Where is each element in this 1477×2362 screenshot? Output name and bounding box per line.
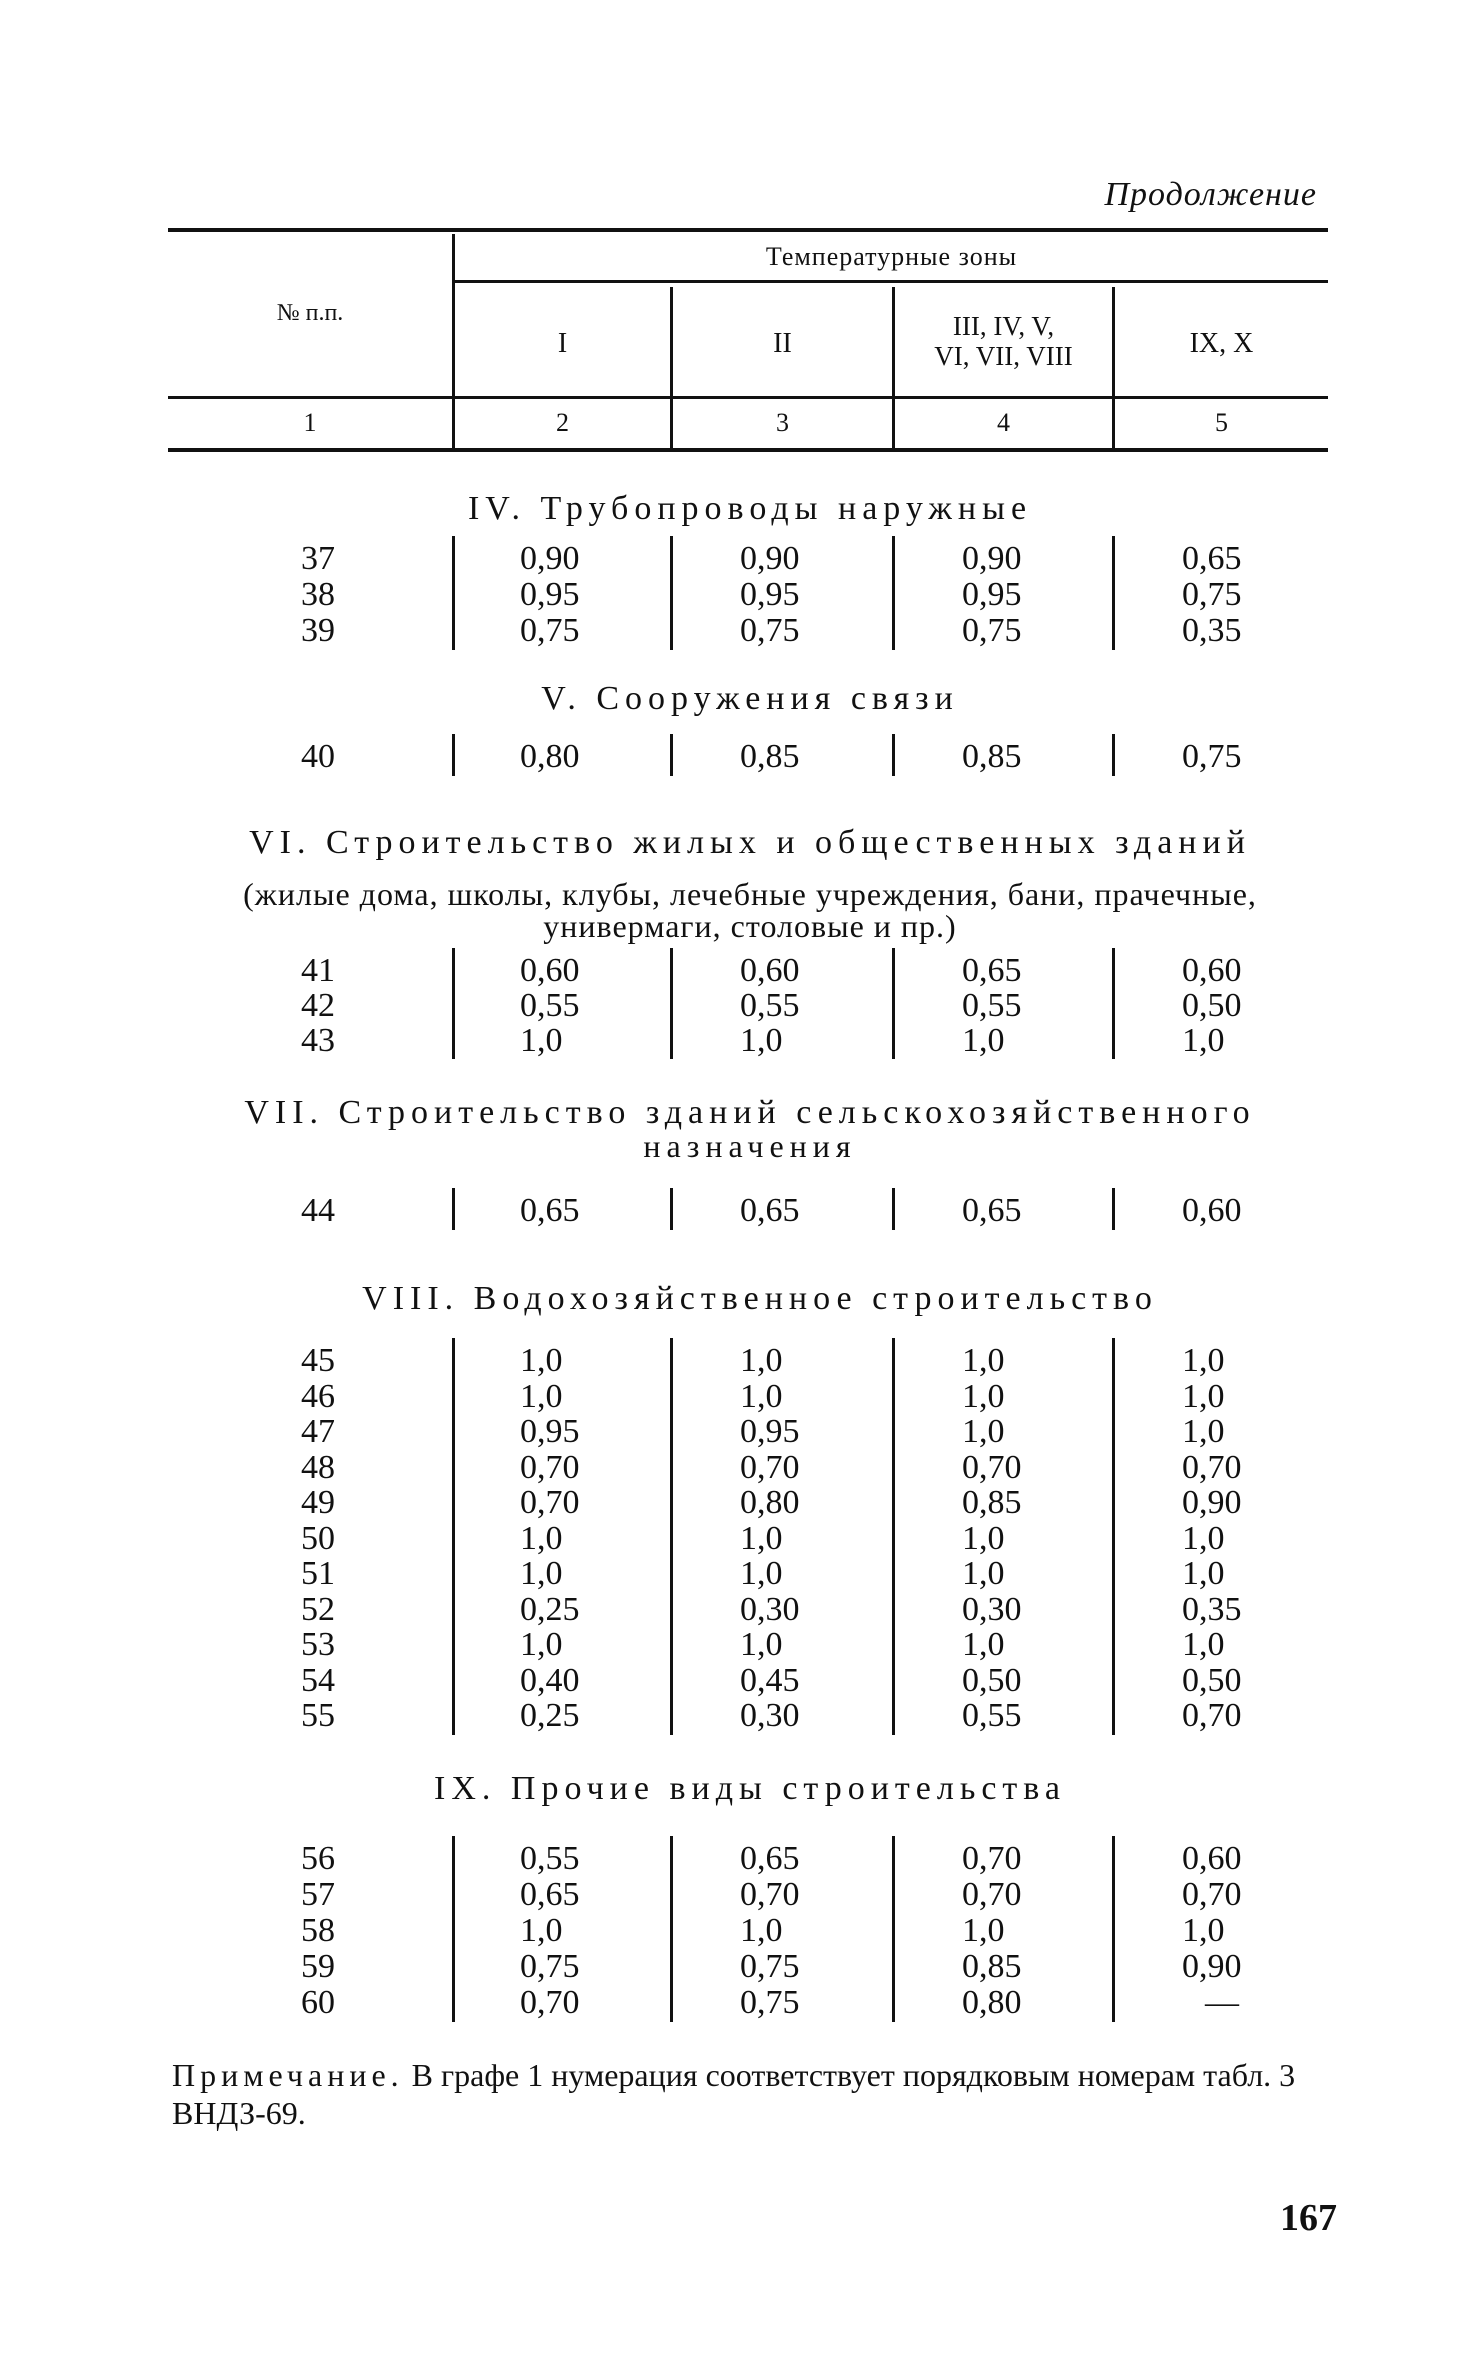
zone-2-value: 0,60 (740, 952, 800, 989)
row-number: 43 (301, 1022, 335, 1059)
zone-4-header: IX, X (1189, 328, 1254, 359)
table-row (0, 576, 1477, 612)
zone-1-value: 0,90 (520, 540, 580, 577)
zone-2-value: 0,85 (740, 738, 800, 775)
zone-1-value: 1,0 (520, 1377, 563, 1415)
table-row (0, 1840, 1477, 1876)
table-row (0, 1626, 1477, 1662)
table-row (0, 1022, 1477, 1058)
zone-4-value: 0,35 (1182, 1590, 1242, 1628)
zone-3-value: 0,80 (962, 1984, 1022, 2021)
table-row (0, 1876, 1477, 1912)
zone-1-value: 0,70 (520, 1448, 580, 1486)
column-divider-4 (1112, 948, 1115, 1059)
zone-2-value: 1,0 (740, 1377, 783, 1415)
row-number: 45 (301, 1342, 335, 1379)
header-mid-rule (168, 396, 1328, 399)
table-row (0, 1378, 1477, 1414)
zone-2-value: 0,75 (740, 1948, 800, 1985)
column-divider-3 (892, 1188, 895, 1230)
row-number: 37 (301, 540, 335, 577)
zone-1-value: 0,25 (520, 1697, 580, 1734)
zone-1-value: 1,0 (520, 1342, 563, 1379)
row-number: 42 (301, 987, 335, 1024)
zone-4-value: 0,70 (1182, 1448, 1242, 1486)
zone-2-value: 0,90 (740, 540, 800, 577)
colnum-3: 3 (776, 408, 789, 437)
zone-2-value: 1,0 (740, 1912, 783, 1949)
section-vii-title-2: назначения (643, 1128, 857, 1164)
zone-1-value: 1,0 (520, 1519, 563, 1557)
zone-4-value: 0,60 (1182, 1192, 1242, 1229)
zone-2-value: 1,0 (740, 1022, 783, 1059)
zone-4-value: 1,0 (1182, 1377, 1225, 1415)
zone-4-value: 0,90 (1182, 1948, 1242, 1985)
colnum-5: 5 (1215, 408, 1228, 437)
zone-1-value: 0,25 (520, 1590, 580, 1628)
column-divider-3 (892, 734, 895, 776)
zone-2-value: 0,95 (740, 1413, 800, 1450)
zone-3-value: 0,50 (962, 1661, 1022, 1699)
zone-1-header: I (557, 328, 568, 359)
zone-2-value: 0,70 (740, 1448, 800, 1486)
column-divider-2 (670, 536, 673, 650)
zone-3-value: 1,0 (962, 1555, 1005, 1592)
section-v-title: V. Сооружения связи (541, 680, 959, 717)
zone-1-value: 1,0 (520, 1022, 563, 1059)
footnote-text: В графе 1 нумерация соответствует порядковым номерам табл. 3 ВНДЗ-69. (172, 2057, 1296, 2131)
column-divider-1 (452, 536, 455, 650)
column-divider-2 (670, 948, 673, 1059)
table-row (0, 1484, 1477, 1520)
section-vi-subtitle-1: (жилые дома, школы, клубы, лечебные учреждения, бани, прачечные, (243, 876, 1257, 912)
zone-2-value: 0,80 (740, 1484, 800, 1521)
zone-1-value: 0,40 (520, 1661, 580, 1699)
column-divider-3 (892, 1836, 895, 2022)
table-row (0, 540, 1477, 576)
section-vii-rows (0, 1192, 1477, 1238)
column-divider-1 (452, 1188, 455, 1230)
zone-2-value: 0,45 (740, 1661, 800, 1699)
zone-4-value: 0,75 (1182, 738, 1242, 775)
zone-1-value: 0,95 (520, 1413, 580, 1450)
zone-3-value: 0,55 (962, 987, 1022, 1024)
colnum-2: 2 (556, 408, 569, 437)
table-row (0, 952, 1477, 988)
zone-2-value: 0,95 (740, 576, 800, 613)
section-vi-subtitle-2: универмаги, столовые и пр.) (543, 908, 957, 944)
column-divider-4 (1112, 1338, 1115, 1735)
column-divider-4 (1112, 734, 1115, 776)
column-divider-4 (1112, 536, 1115, 650)
column-divider-2 (670, 734, 673, 776)
table-row (0, 1342, 1477, 1378)
zone-2-value: 0,75 (740, 1984, 800, 2021)
zone-1-value: 0,75 (520, 1948, 580, 1985)
zone-3-value: 0,30 (962, 1590, 1022, 1628)
zone-3-value: 1,0 (962, 1626, 1005, 1663)
zone-3-value: 1,0 (962, 1377, 1005, 1415)
colnum-4: 4 (997, 408, 1010, 437)
section-viii-title: VIII. Водохозяйственное строительство (362, 1280, 1158, 1317)
table-row (0, 1449, 1477, 1485)
zone-4-value: 0,35 (1182, 612, 1242, 649)
zone-4-value: 0,50 (1182, 1661, 1242, 1699)
col-no-header: № п.п. (276, 300, 344, 326)
section-vi-title: VI. Строительство жилых и общественных зданий (249, 824, 1251, 861)
zone-3-value: 1,0 (962, 1519, 1005, 1557)
zone-2-value: 1,0 (740, 1519, 783, 1557)
column-divider-2 (670, 1338, 673, 1735)
zone-1-value: 0,95 (520, 576, 580, 613)
table-row (0, 1192, 1477, 1228)
zone-4-value: 1,0 (1182, 1022, 1225, 1059)
zone-2-value: 1,0 (740, 1342, 783, 1379)
section-vi-rows (0, 952, 1477, 1067)
footnote (172, 2056, 1332, 2132)
row-number: 60 (301, 1984, 335, 2021)
zone-1-value: 0,65 (520, 1876, 580, 1913)
section-iv-rows (0, 540, 1477, 658)
zone-2-value: 0,70 (740, 1876, 800, 1913)
zone-2-value: 0,75 (740, 612, 800, 649)
zone-3-value: 0,95 (962, 576, 1022, 613)
colnum-1: 1 (303, 408, 317, 437)
zone-2-value: 0,65 (740, 1192, 800, 1229)
zone-4-value: 0,75 (1182, 576, 1242, 613)
zone-4-value: 1,0 (1182, 1912, 1225, 1949)
section-viii-rows (0, 1342, 1477, 1743)
zone-3-value: 0,65 (962, 1192, 1022, 1229)
row-number: 57 (301, 1876, 335, 1913)
zone-4-value: 1,0 (1182, 1555, 1225, 1592)
zone-3-value: 0,85 (962, 738, 1022, 775)
zone-1-value: 1,0 (520, 1555, 563, 1592)
zone-1-value: 0,55 (520, 987, 580, 1024)
footnote-lead: Примечание. (172, 2057, 404, 2093)
zone-3-value: 0,65 (962, 952, 1022, 989)
column-divider-1 (452, 734, 455, 776)
zone-3-value: 0,75 (962, 612, 1022, 649)
row-number: 48 (301, 1448, 335, 1486)
zone-1-value: 0,80 (520, 738, 580, 775)
zone-2-value: 0,30 (740, 1697, 800, 1734)
row-number: 49 (301, 1484, 335, 1521)
zone-3-value: 0,70 (962, 1876, 1022, 1913)
row-number: 47 (301, 1413, 335, 1450)
zone-3-header-line1: III, IV, V, (952, 311, 1055, 341)
zone-3-value: 1,0 (962, 1912, 1005, 1949)
zone-4-value: 0,65 (1182, 540, 1242, 577)
section-vii-title: VII. Строительство зданий сельскохозяйственного (244, 1094, 1256, 1131)
zone-3-value: 0,85 (962, 1484, 1022, 1521)
table-row (0, 1662, 1477, 1698)
table-row (0, 1520, 1477, 1556)
continuation-label: Продолжение (1104, 176, 1317, 213)
row-number: 46 (301, 1377, 335, 1415)
table-row (0, 738, 1477, 774)
zone-4-value: 1,0 (1182, 1519, 1225, 1557)
column-divider-4 (1112, 1188, 1115, 1230)
zone-3-value: 1,0 (962, 1022, 1005, 1059)
table-row (0, 612, 1477, 648)
zone-3-value: 0,55 (962, 1697, 1022, 1734)
zone-1-value: 0,60 (520, 952, 580, 989)
row-number: 54 (301, 1661, 335, 1699)
section-v-rows (0, 738, 1477, 784)
section-ix-title: IX. Прочие виды строительства (434, 1770, 1066, 1807)
row-number: 58 (301, 1912, 335, 1949)
zone-4-value: 0,90 (1182, 1484, 1242, 1521)
zone-3-value: 0,70 (962, 1840, 1022, 1877)
header-bottom-rule (168, 448, 1328, 452)
zone-1-value: 0,70 (520, 1984, 580, 2021)
column-divider-3 (892, 1338, 895, 1735)
zone-4-value: 0,50 (1182, 987, 1242, 1024)
column-divider-1 (452, 948, 455, 1059)
zones-title: Температурные зоны (765, 242, 1018, 271)
zone-1-value: 0,70 (520, 1484, 580, 1521)
row-number: 44 (301, 1192, 335, 1229)
zone-3-header-line2: VI, VII, VIII (934, 341, 1073, 371)
zone-3-value: 0,70 (962, 1448, 1022, 1486)
zone-2-value: 0,30 (740, 1590, 800, 1628)
page-number: 167 (1280, 2197, 1337, 2239)
row-number: 38 (301, 576, 335, 613)
row-number: 55 (301, 1697, 335, 1734)
row-number: 39 (301, 612, 335, 649)
table-row (0, 1697, 1477, 1733)
zone-3-value: 0,85 (962, 1948, 1022, 1985)
zone-1-value: 1,0 (520, 1626, 563, 1663)
column-divider-2 (670, 1836, 673, 2022)
zone-3-value: 1,0 (962, 1413, 1005, 1450)
zone-1-value: 0,65 (520, 1192, 580, 1229)
column-divider-3 (892, 948, 895, 1059)
row-number: 59 (301, 1948, 335, 1985)
zone-4-value: 0,60 (1182, 1840, 1242, 1877)
zone-4-value: — (1205, 1984, 1239, 2021)
row-number: 51 (301, 1555, 335, 1592)
column-divider-2 (670, 1188, 673, 1230)
column-divider-1 (452, 1338, 455, 1735)
section-iv-title: IV. Трубопроводы наружные (467, 490, 1033, 527)
zone-2-value: 1,0 (740, 1626, 783, 1663)
zone-4-value: 1,0 (1182, 1413, 1225, 1450)
row-number: 41 (301, 952, 335, 989)
row-number: 50 (301, 1519, 335, 1557)
column-divider-3 (892, 536, 895, 650)
table-row (0, 1555, 1477, 1591)
column-divider-1 (452, 1836, 455, 2022)
table-row (0, 1591, 1477, 1627)
zone-3-value: 1,0 (962, 1342, 1005, 1379)
zone-4-value: 0,60 (1182, 952, 1242, 989)
zone-1-value: 0,55 (520, 1840, 580, 1877)
zone-1-value: 1,0 (520, 1912, 563, 1949)
zone-2-value: 1,0 (740, 1555, 783, 1592)
table-row (0, 1912, 1477, 1948)
row-number: 53 (301, 1626, 335, 1663)
section-ix-rows (0, 1840, 1477, 2030)
zone-3-value: 0,90 (962, 540, 1022, 577)
table-row (0, 1948, 1477, 1984)
table-row (0, 1413, 1477, 1449)
zone-1-value: 0,75 (520, 612, 580, 649)
zone-2-value: 0,55 (740, 987, 800, 1024)
header-top-rule (168, 228, 1328, 232)
zone-4-value: 0,70 (1182, 1876, 1242, 1913)
zones-rule (455, 280, 1328, 283)
row-number: 40 (301, 738, 335, 775)
zone-2-value: 0,65 (740, 1840, 800, 1877)
row-number: 56 (301, 1840, 335, 1877)
zone-4-value: 1,0 (1182, 1342, 1225, 1379)
row-number: 52 (301, 1590, 335, 1628)
zone-4-value: 0,70 (1182, 1697, 1242, 1734)
table-row (0, 1984, 1477, 2020)
zone-4-value: 1,0 (1182, 1626, 1225, 1663)
column-divider-4 (1112, 1836, 1115, 2022)
table-row (0, 987, 1477, 1023)
zone-2-header: II (773, 328, 792, 359)
